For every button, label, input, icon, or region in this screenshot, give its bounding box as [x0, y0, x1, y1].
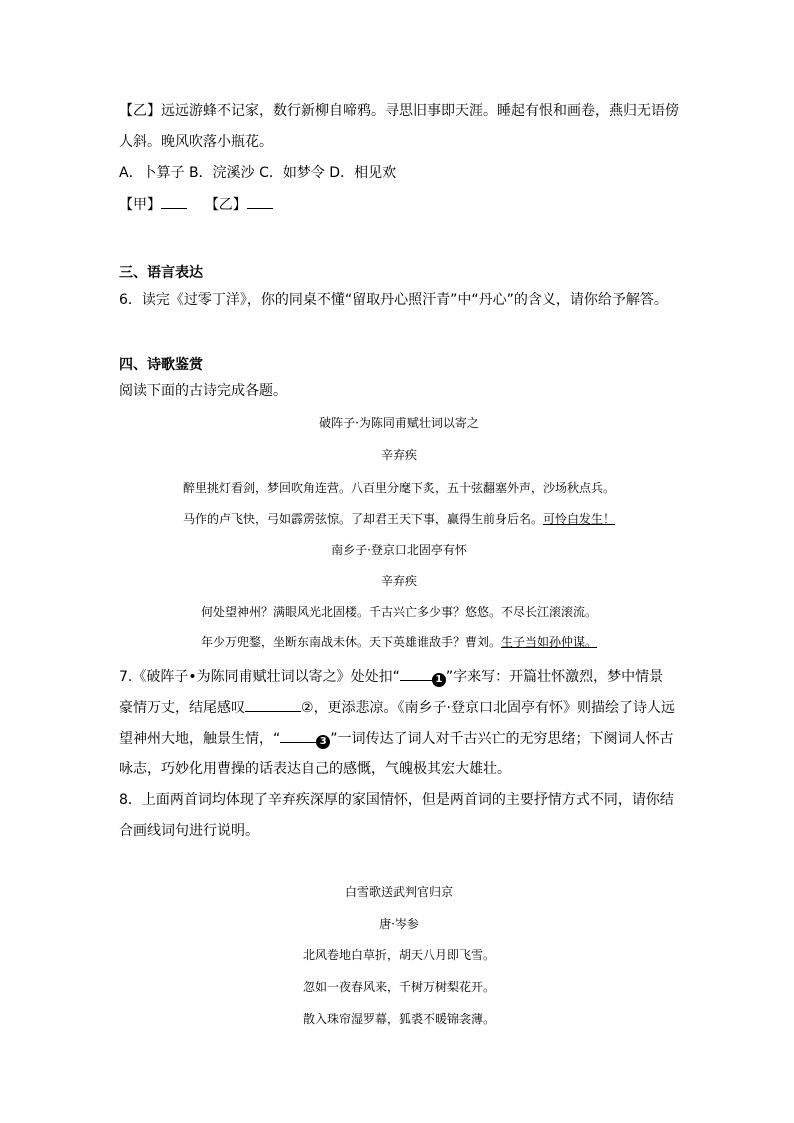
- section-4-heading: 四、诗歌鉴赏: [119, 357, 203, 373]
- question-7-line-4: 咏志，巧妙化用曹操的话表达自己的感慨，气魄极其宏大雄壮。: [119, 761, 511, 777]
- poem1-line-2: [119, 511, 679, 527]
- yi-label: 【乙】: [204, 197, 247, 213]
- q7-text-f: ”一词传达了词人对千古兴亡的无穷思绪；下阕词人怀古: [330, 731, 674, 747]
- yi-poem-line-1: 【乙】远远游蜂不记家，数行新柳自啼鸦。寻思旧事即天涯。睡起有恨和画卷，燕归无语傍: [119, 103, 679, 119]
- question-7-line-3: [119, 728, 674, 749]
- section-4-intro: 阅读下面的古诗完成各题。: [119, 383, 287, 399]
- yi-poem-line-2: 人斜。晚风吹落小瓶花。: [119, 134, 273, 150]
- q7-text-e: 望神州大地，触景生情，“: [119, 731, 281, 747]
- poem3-line-2: 忽如一夜春风来，千树万树梨花开。: [302, 980, 495, 994]
- circled-number-3: 3: [316, 735, 330, 749]
- poem1-line-2-text: 马作的卢飞快，弓如霹雳弦惊。了却君王天下事，赢得生前身后名。: [182, 512, 543, 526]
- q7-text-b: ”字来写：开篇壮怀激烈，梦中情景: [445, 669, 664, 685]
- q7-blank-2[interactable]: [245, 697, 301, 712]
- poem3-line-1: 北风卷地白草折，胡天八月即飞雪。: [302, 948, 495, 962]
- poem2-underlined-text: 生子当如孙仲谋。: [501, 635, 598, 649]
- question-8-line-2: 合画线词句进行说明。: [119, 823, 259, 839]
- poem1-line-1: 醉里挑灯看剑，梦回吹角连营。八百里分麾下炙，五十弦翻塞外声，沙场秋点兵。: [182, 481, 615, 495]
- q7-blank-1[interactable]: [400, 666, 432, 681]
- q7-text-d: ，更添悲凉。《南乡子·登京口北固亭有怀》则描绘了诗人远: [313, 700, 676, 716]
- circled-number-1: 1: [432, 673, 446, 687]
- question-7-line-1: [119, 666, 663, 687]
- poem2-title: 南乡子·登京口北固亭有怀: [331, 543, 467, 557]
- section-3-heading: 三、语言表达: [119, 265, 203, 281]
- poem1-underlined-text: 可怜白发生！: [543, 512, 616, 526]
- poem3-line-3: 散入珠帘湿罗幕，狐裘不暖锦衾薄。: [302, 1012, 495, 1026]
- circled-number-2: ②: [301, 700, 314, 716]
- answer-line: [119, 194, 273, 215]
- q7-blank-3[interactable]: [280, 728, 316, 743]
- poem3-author: 唐·岑参: [379, 917, 419, 931]
- poem2-author: 辛弃疾: [380, 574, 417, 588]
- question-6: 6．读完《过零丁洋》，你的同桌不懂“留取丹心照汗青”中“丹心”的含义，请你给予解答。: [119, 292, 668, 308]
- question-8-line-1: 8．上面两首词均体现了辛弃疾深厚的家国情怀，但是两首词的主要抒情方式不同，请你结: [119, 792, 674, 808]
- poem3-title: 白雪歌送武判官归京: [344, 885, 453, 899]
- jia-label: 【甲】: [119, 197, 161, 213]
- options-line: A．卜算子 B．浣溪沙 C．如梦令 D．相见欢: [119, 165, 397, 181]
- jia-answer-blank[interactable]: [161, 194, 187, 209]
- poem1-title: 破阵子·为陈同甫赋壮词以寄之: [319, 416, 479, 430]
- yi-answer-blank[interactable]: [247, 194, 273, 209]
- poem2-line-2-text: 年少万兜鍪，坐断东南战未休。天下英雄谁敌手？曹刘。: [200, 635, 501, 649]
- q7-text-c: 豪情万丈，结尾感叹: [119, 700, 245, 716]
- q7-text-a: 7.《破阵子•为陈同甫赋壮词以寄之》处处扣“: [119, 669, 400, 685]
- poem2-line-2: [119, 634, 679, 650]
- poem2-line-1: 何处望神州？满眼风光北固楼。千古兴亡多少事？悠悠。不尽长江滚滚流。: [200, 605, 597, 619]
- question-7-line-2: [119, 697, 675, 718]
- poem1-author: 辛弃疾: [380, 448, 417, 462]
